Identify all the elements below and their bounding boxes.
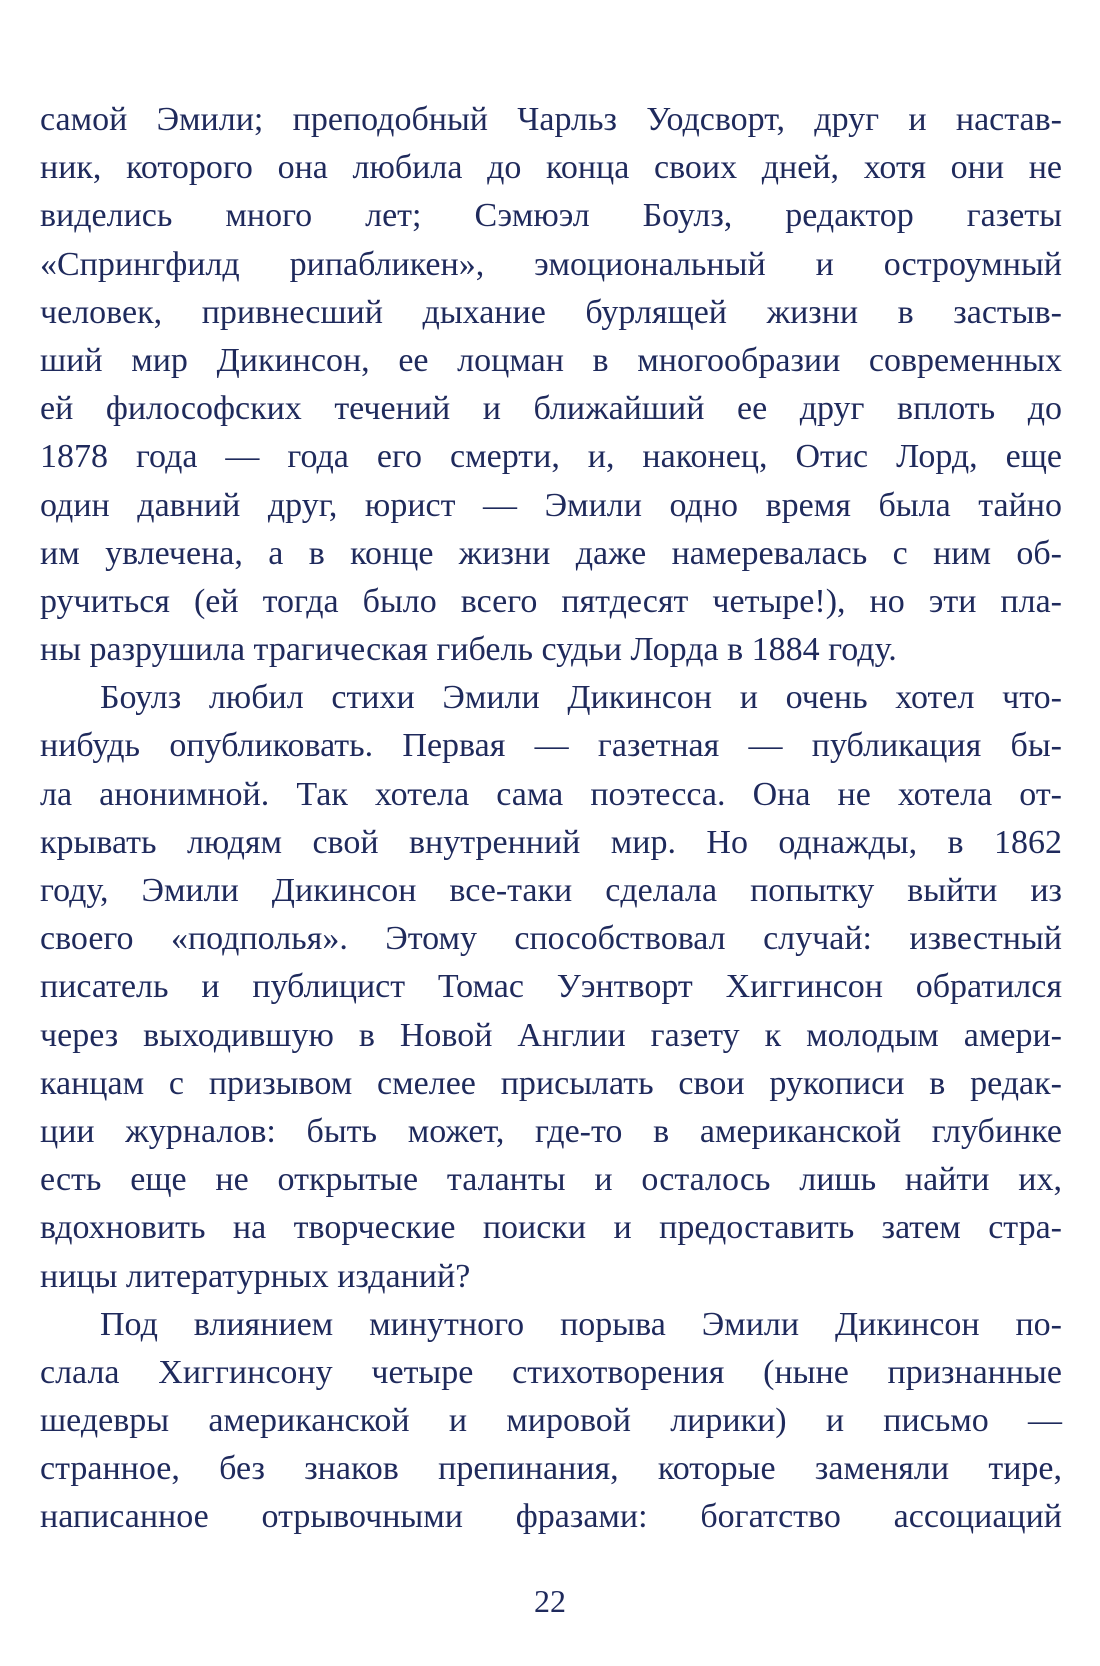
text-line: своего «подполья». Этому способствовал случай: известный	[40, 920, 1062, 958]
paragraph-first-line: Боулз любил стихи Эмили Дикинсон и очень хотел что-	[100, 679, 1062, 717]
text-line: ла анонимной. Так хотела сама поэтесса. Она не хотела от-	[40, 775, 1062, 813]
text-line: году, Эмили Дикинсон все-таки сделала попытку выйти из	[40, 872, 1062, 909]
text-line: написанное отрывочными фразами: богатство ассоциаций	[40, 1498, 1062, 1536]
text-line: странное, без знаков препинания, которые заменяли тире,	[40, 1450, 1062, 1488]
body-text	[40, 96, 1062, 1542]
text-line: ны разрушила трагическая гибель судьи Лорда в 1884 году.	[40, 631, 897, 669]
text-line: ручиться (ей тогда было всего пятдесят четыре!), но эти пла-	[40, 582, 1062, 620]
text-line: самой Эмили; преподобный Чарльз Уодсворт, друг и настав-	[40, 101, 1062, 138]
text-line: им увлечена, а в конце жизни даже намеревалась с ним об-	[40, 534, 1062, 572]
text-line: крывать людям свой внутренний мир. Но однажды, в 1862	[40, 823, 1062, 861]
text-line: 1878 года — года его смерти, и, наконец, Отис Лорд, еще	[40, 438, 1062, 476]
text-line: писатель и публицист Томас Уэнтворт Хиггинсон обратился	[40, 968, 1062, 1006]
text-line: виделись много лет; Сэмюэл Боулз, редактор газеты	[40, 197, 1062, 235]
text-line: слала Хиггинсону четыре стихотворения (ныне признанные	[40, 1353, 1062, 1391]
text-line: ник, которого она любила до конца своих дней, хотя они не	[40, 149, 1062, 187]
text-line: ший мир Дикинсон, ее лоцман в многообразии современных	[40, 341, 1062, 379]
text-line: «Спрингфилд рипабликен», эмоциональный и остроумный	[40, 245, 1062, 283]
text-line: человек, привнесший дыхание бурлящей жизни в застыв-	[40, 293, 1062, 331]
text-line: ей философских течений и ближайший ее друг вплоть до	[40, 390, 1062, 428]
text-line: ницы литературных изданий?	[40, 1257, 471, 1295]
text-line: шедевры американской и мировой лирики) и письмо —	[40, 1402, 1062, 1440]
text-line: нибудь опубликовать. Первая — газетная — публикация бы-	[40, 727, 1062, 765]
text-line: ции журналов: быть может, где-то в американской глубинке	[40, 1112, 1062, 1150]
page-number: 22	[534, 1583, 566, 1619]
text-line: есть еще не открытые таланты и осталось лишь найти их,	[40, 1161, 1062, 1199]
text-line: вдохновить на творческие поиски и предоставить затем стра-	[40, 1209, 1062, 1247]
text-line: один давний друг, юрист — Эмили одно время была тайно	[40, 486, 1062, 524]
text-line: канцам с призывом смелее присылать свои рукописи в редак-	[40, 1064, 1062, 1102]
paragraph-first-line: Под влиянием минутного порыва Эмили Дикинсон по-	[100, 1305, 1062, 1343]
text-line: через выходившую в Новой Англии газету к молодым амери-	[40, 1016, 1062, 1054]
